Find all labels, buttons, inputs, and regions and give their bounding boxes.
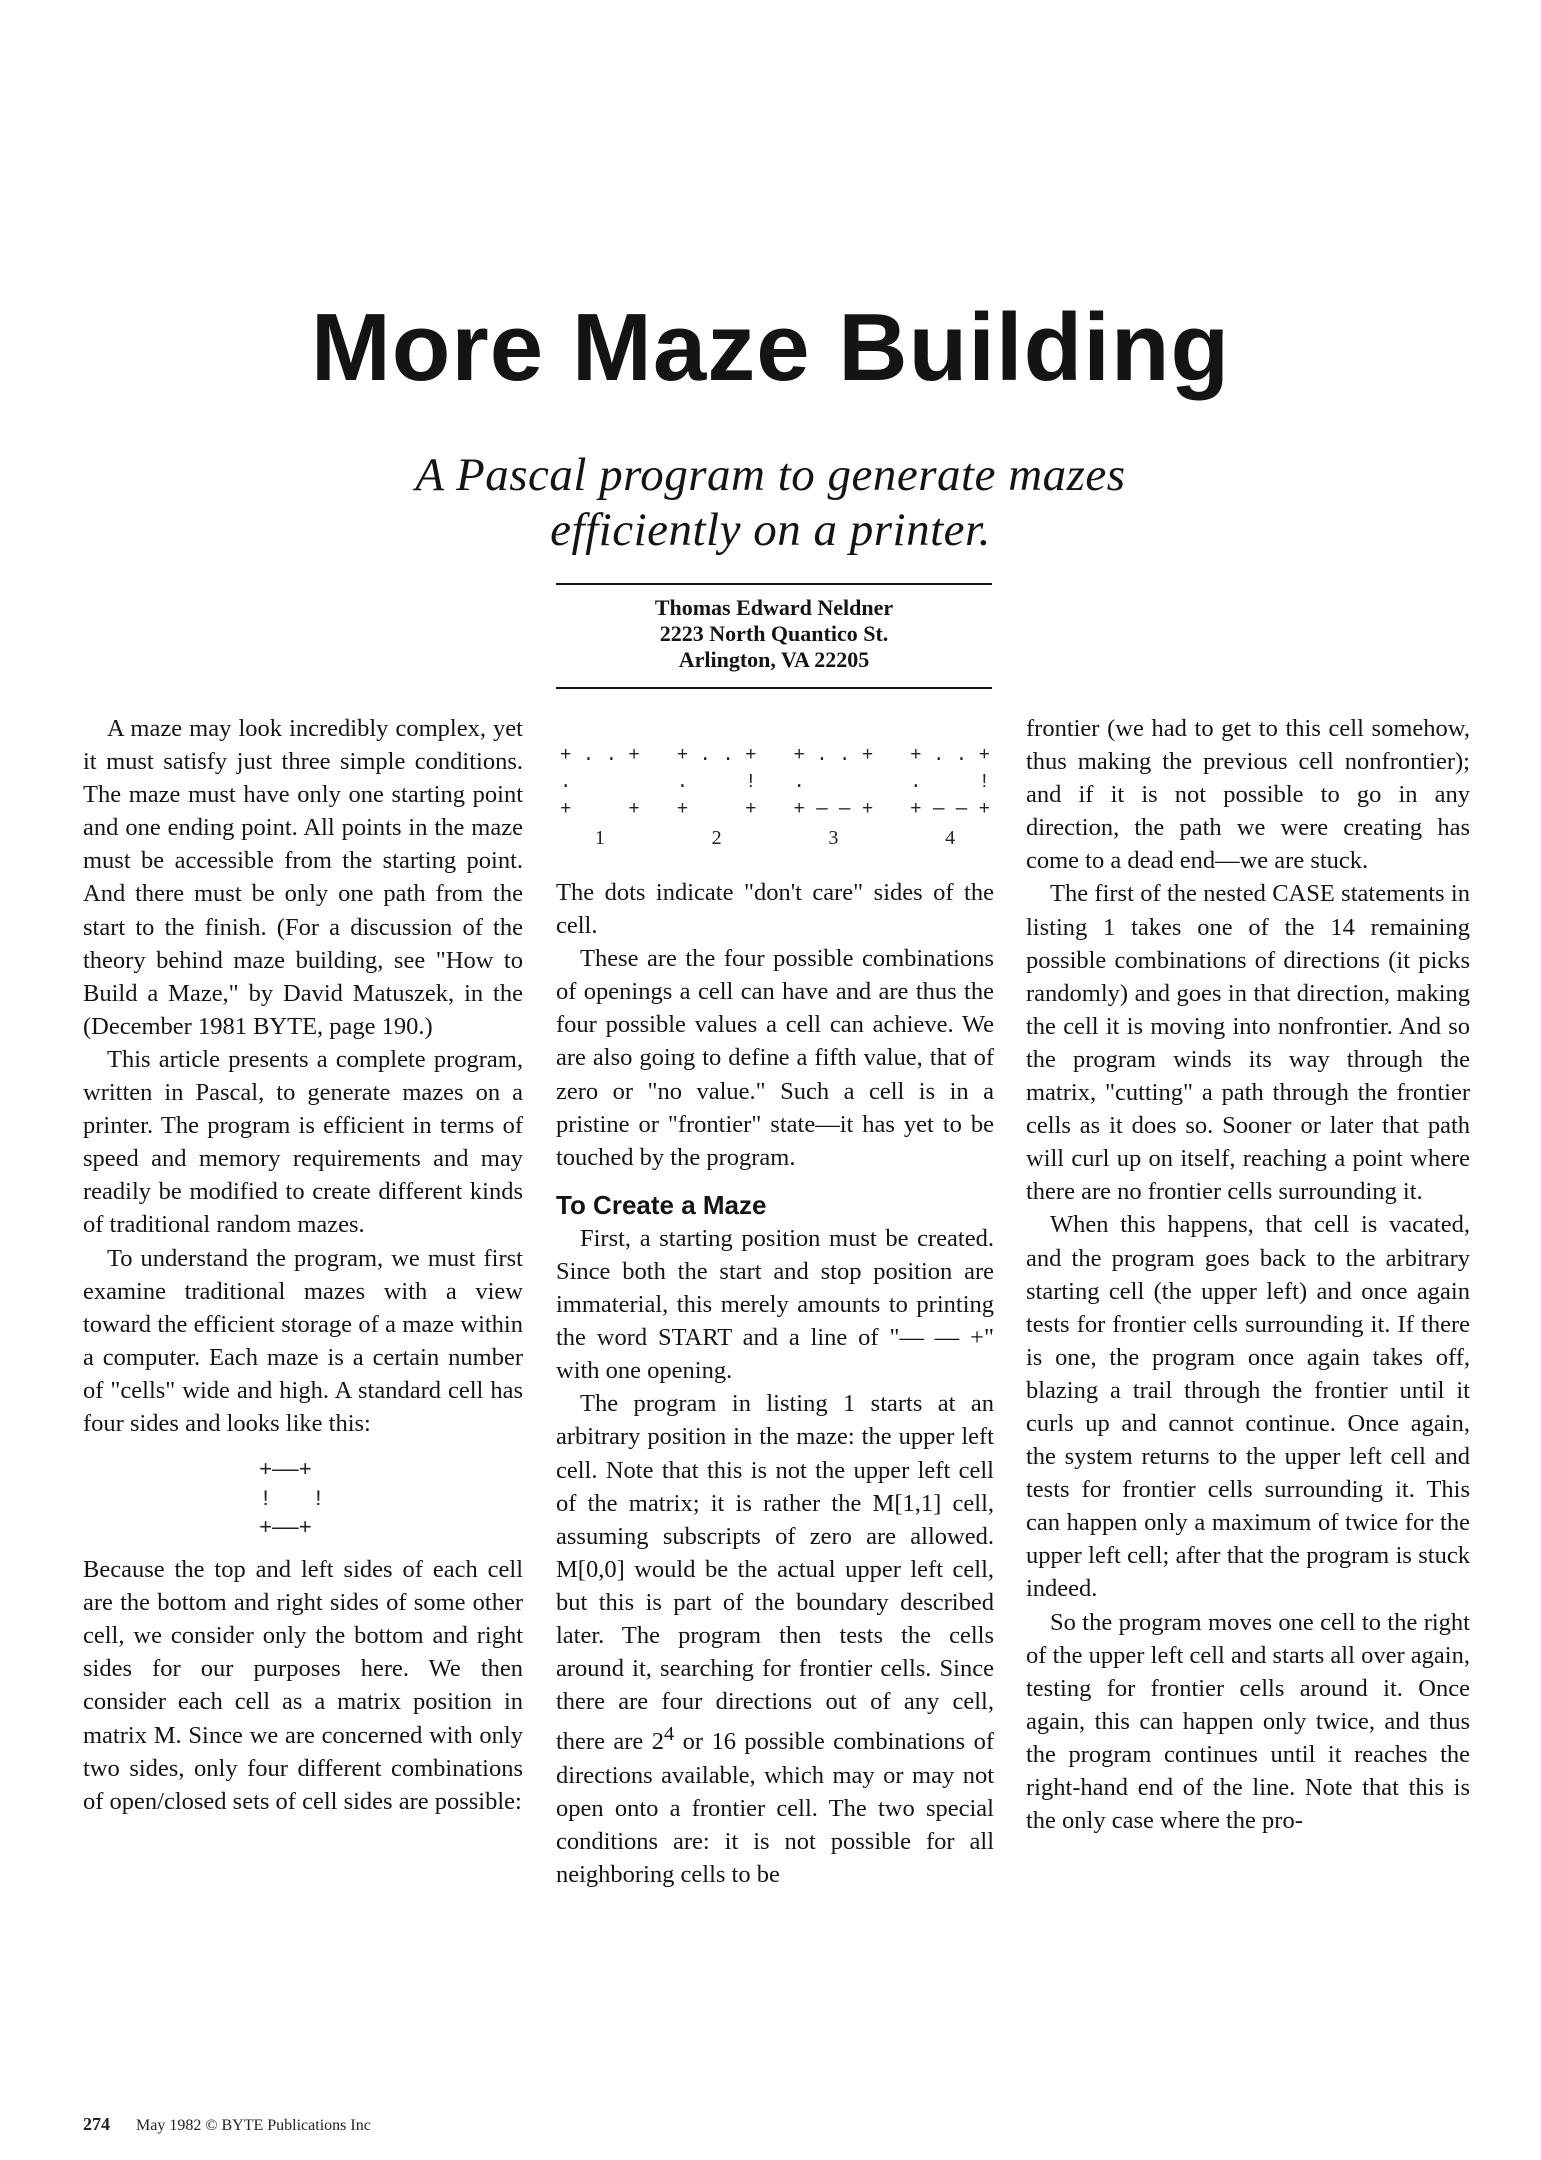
paragraph: Because the top and left sides of each cell are the bottom and right sides of some other cell, we consider only the bottom and right sides for our purposes here. We then consider each cell as a matrix position in matrix M. Since we are concerned with only two sides, only four different combinations of open/closed sets of cell sides are possible: <box>83 1556 523 1815</box>
article-title: More Maze Building <box>310 294 1231 401</box>
paragraph <box>556 1387 994 1891</box>
combination-number: 1 <box>594 827 605 849</box>
paragraph: To understand the program, we must first examine traditional mazes with a view toward the efficient storage of a maze within a computer. Each maze is a certain number of "cells" wide and high. A standard cell has four sides and looks like this: <box>83 1244 523 1437</box>
combination-art: + . . + . ! + + <box>676 744 757 820</box>
paragraph: This article presents a complete program, written in Pascal, to generate mazes on a printer. The program is efficient in terms of speed and memory requirements and may readily be modified to create different kinds of traditional random mazes. <box>83 1045 523 1239</box>
author-block <box>556 583 992 689</box>
author-city: Arlington, VA 22205 <box>678 647 870 672</box>
paragraph: When this happens, that cell is vacated, and the program goes back to the arbitrary starting cell (the upper left) and once again tests for frontier cells surrounding it. If there is one, the program once again takes off, blazing a trail through the frontier until it curls up and cannot continue. Once again, the system returns to the upper left cell and tests for frontier cells surrounding it. This can happen only a maximum of twice for the upper left cell; after that the program is stuck indeed. <box>1026 1211 1470 1603</box>
cell-diagram: +——+ ! ! +——+ <box>259 1458 326 1542</box>
superscript: 4 <box>664 1723 675 1746</box>
cell-combinations-figure <box>556 742 994 852</box>
section-heading: To Create a Maze <box>556 1189 767 1220</box>
combination-number: 4 <box>945 827 956 849</box>
issue-credit: May 1982 © BYTE Publications Inc <box>136 2117 371 2134</box>
combination-number: 3 <box>828 827 839 849</box>
author-name: Thomas Edward Neldner <box>654 595 894 620</box>
paragraph: A maze may look incredibly complex, yet it must satisfy just three simple conditions. The maze must have only one starting point and one ending point. All points in the maze must be accessible from the starting point. And there must be only one path from the start to the finish. (For a discussion of the theory behind maze building, see "How to Build a Maze," by David Matuszek, in the (December 1981 BYTE, page 190.) <box>83 715 523 1040</box>
paragraph: The first of the nested CASE statements in listing 1 takes one of the 14 remaining possible combinations of directions (it picks randomly) and goes in that direction, making the cell it is moving into nonfrontier. And so the program winds its way through the matrix, "cutting" a path through the frontier cells as it does so. Sooner or later that path will curl up on itself, reaching a point where there are no frontier cells surrounding it. <box>1026 880 1470 1206</box>
column-2 <box>556 712 994 1891</box>
article-subtitle <box>0 448 1541 558</box>
combination-4 <box>910 742 990 852</box>
paragraph: frontier (we had to get to this cell somehow, thus making the previous cell nonfrontier); and if it is not possible to go in any direction, the path we were creating has come to a dead end—we are stuck. <box>1026 715 1470 875</box>
paragraph: The dots indicate "don't care" sides of the cell. <box>556 879 994 940</box>
column-1 <box>83 712 523 1818</box>
combination-art: + . . + . + + <box>560 744 640 820</box>
subtitle-line-1: A Pascal program to generate mazes <box>415 449 1126 501</box>
paragraph: These are the four possible combinations of openings a cell can have and are thus the four possible values a cell can achieve. We are also going to define a fifth value, that of zero or "no value." Such a cell is in a pristine or "frontier" state—it has yet to be touched by the program. <box>556 945 994 1171</box>
paragraph: So the program moves one cell to the right of the upper left cell and starts all over again, testing for frontier cells around it. Once again, this can happen only twice, and thus the program continues until it reaches the right-hand end of the line. Note that this is the only case where the pro- <box>1026 1608 1470 1835</box>
column-3 <box>1026 712 1470 1837</box>
combination-1 <box>560 742 640 852</box>
combination-3 <box>793 742 873 852</box>
paragraph: First, a starting position must be created. Since both the start and stop position are immaterial, this merely amounts to printing the word START and a line of "— — +" with one opening. <box>556 1224 994 1385</box>
page-footer <box>83 2114 371 2135</box>
combination-art: + . . + . ! + — — + <box>910 744 990 820</box>
page-number: 274 <box>83 2114 110 2134</box>
paragraph-text: or 16 possible combinations of directions available, which may or may not open onto a frontier cell. The two special conditions are: it is not possible for all neighboring cells to be <box>556 1728 995 1888</box>
combination-2 <box>677 742 757 852</box>
paragraph-text: The program in listing 1 starts at an arbitrary position in the maze: the upper left cell. Note that this is not the upper left cell of the matrix; it is rather the M[1,1] cell, assuming subscripts of zero are allowed. M[0,0] would be the actual upper left cell, but this is part of the boundary described later. The program then tests the cells around it, searching for frontier cells. Since there are four directions out of any cell, there are 2 <box>556 1390 994 1756</box>
combination-art: + . . + . + — — + <box>793 744 874 820</box>
combination-number: 2 <box>711 827 722 849</box>
author-street: 2223 North Quantico St. <box>659 621 889 646</box>
subtitle-line-2: efficiently on a printer. <box>550 504 991 556</box>
